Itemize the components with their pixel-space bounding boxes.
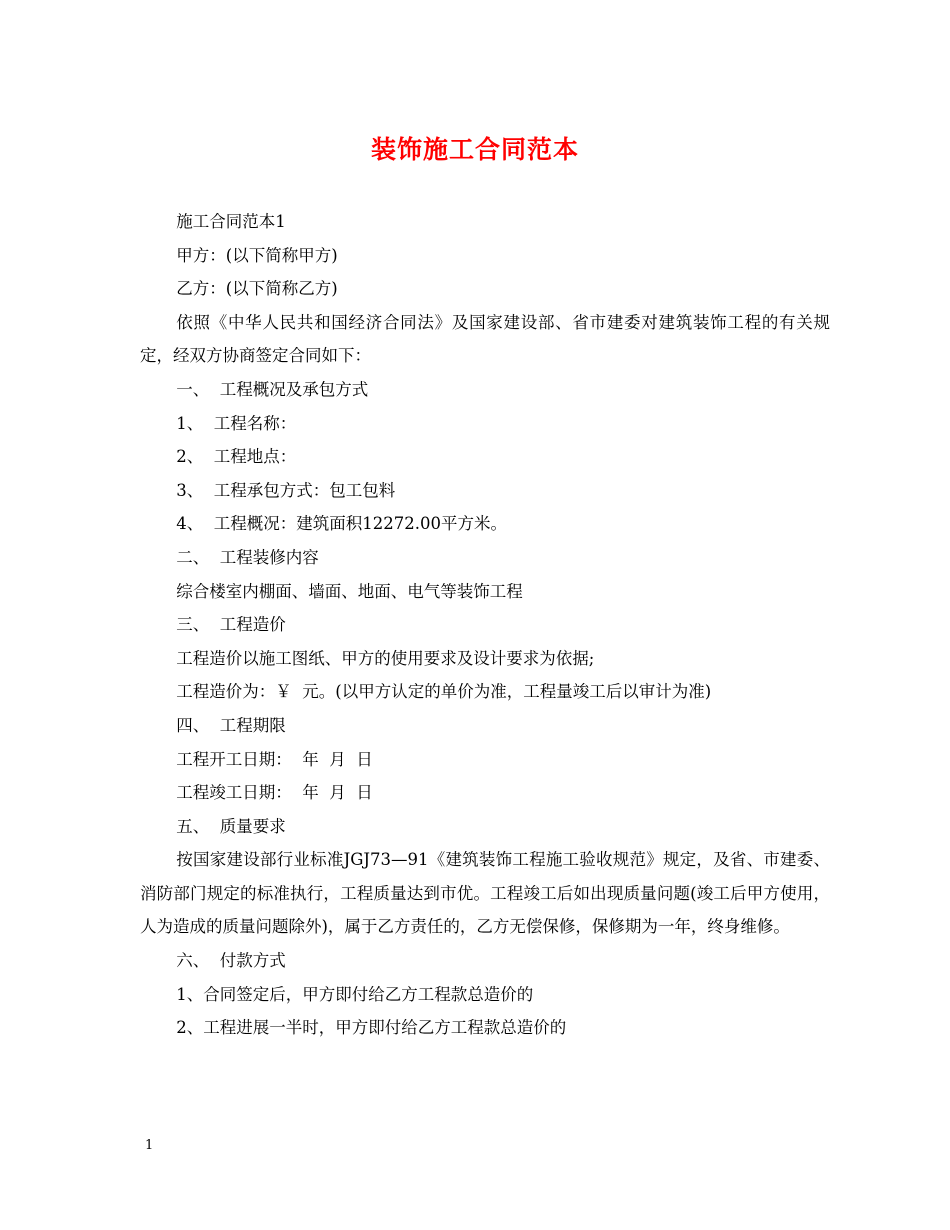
document-body [140, 205, 830, 1045]
paragraph: 依照《中华人民共和国经济合同法》及国家建设部、省市建委对建筑装饰工程的有关规定，经双方协商签定合同如下： [140, 312, 830, 366]
section-heading: 四、 工程期限 [176, 715, 286, 735]
paragraph: 施工合同范本1 [176, 212, 286, 231]
section-heading: 一、 工程概况及承包方式 [176, 379, 369, 399]
paragraph: 综合楼室内棚面、墙面、地面、电气等装饰工程 [176, 581, 523, 601]
document-title: 装饰施工合同范本 [370, 135, 579, 164]
paragraph: 工程造价以施工图纸、甲方的使用要求及设计要求为依据; [176, 648, 595, 668]
paragraph: 1、 工程名称： [176, 413, 297, 433]
paragraph: 3、 工程承包方式：包工包料 [176, 480, 396, 500]
section-heading: 三、 工程造价 [176, 615, 286, 635]
paragraph: 甲方：(以下简称甲方) [176, 245, 338, 265]
paragraph: 4、 工程概况：建筑面积12272.00平方米。 [176, 514, 508, 534]
paragraph: 工程开工日期： 年 月 日 [176, 749, 373, 769]
paragraph: 工程造价为：￥ 元。(以甲方认定的单价为准，工程量竣工后以审计为准) [176, 682, 712, 702]
paragraph: 按国家建设部行业标准JGJ73—91《建筑装饰工程施工验收规范》规定，及省、市建委、消防部门规定的标准执行，工程质量达到市优。工程竣工后如出现质量问题(竣工后甲方使用，人为造成的质量问题除外)，属于乙方责任的，乙方无偿保修，保修期为一年，终身维修。 [140, 850, 830, 937]
paragraph: 1、合同签定后，甲方即付给乙方工程款总造价的 [176, 984, 534, 1004]
paragraph: 乙方：(以下简称乙方) [176, 279, 338, 299]
paragraph: 2、 工程地点： [176, 447, 297, 467]
section-heading: 二、 工程装修内容 [176, 547, 319, 567]
section-heading: 六、 付款方式 [176, 951, 286, 971]
paragraph: 工程竣工日期： 年 月 日 [176, 783, 373, 803]
section-heading: 五、 质量要求 [176, 816, 286, 836]
page-number: 1 [145, 1138, 154, 1153]
paragraph: 2、工程进展一半时，甲方即付给乙方工程款总造价的 [176, 1018, 567, 1038]
